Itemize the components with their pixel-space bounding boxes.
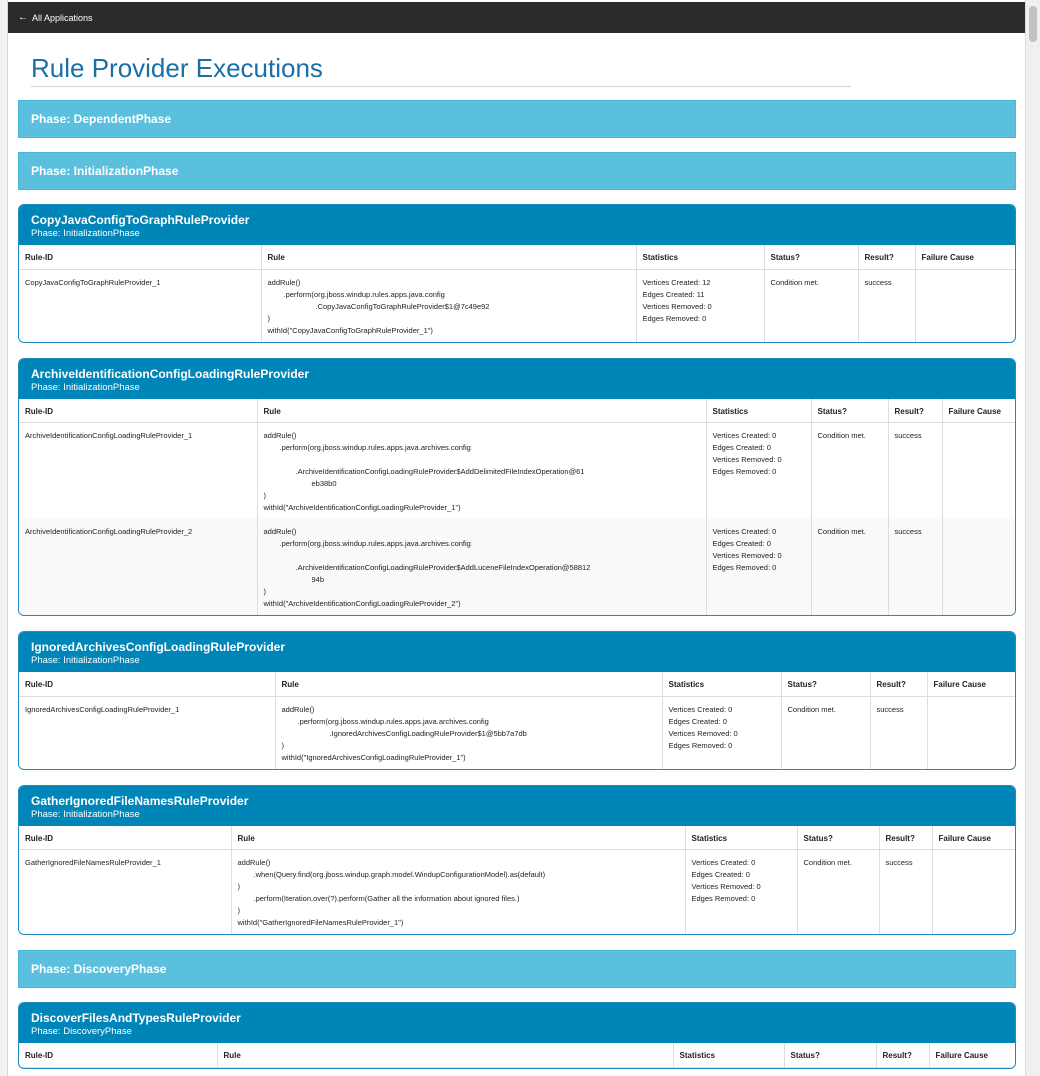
phase-header-discovery: Phase: DiscoveryPhase	[18, 950, 1016, 988]
rule-line: .ArchiveIdentificationConfigLoadingRuleProvider$AddDelimitedFileIndexOperation@61	[295, 467, 585, 476]
rule-line: .CopyJavaConfigToGraphRuleProvider$1@7c49e92	[315, 301, 490, 311]
stat-vertices-created: Vertices Created: 0	[712, 527, 777, 536]
vertical-scrollbar[interactable]	[1025, 0, 1040, 1076]
provider-name: DiscoverFilesAndTypesRuleProvider	[31, 1011, 241, 1025]
rule-line: )	[281, 740, 284, 750]
rule-line: .perform(org.jboss.windup.rules.apps.java.config	[283, 289, 445, 299]
rules-table	[19, 399, 1015, 616]
statistics-cell	[662, 696, 781, 769]
stat-vertices-created: Vertices Created: 0	[668, 704, 733, 714]
provider-header	[19, 786, 1015, 826]
top-navbar	[8, 2, 1025, 33]
stat-edges-created: Edges Created: 0	[712, 443, 771, 452]
result-cell: success	[870, 696, 927, 769]
col-header-rule-id: Rule-ID	[19, 399, 257, 423]
col-header-failure-cause: Failure Cause	[929, 1043, 1015, 1067]
phase-header-dependent: Phase: DependentPhase	[18, 100, 1016, 138]
col-header-failure-cause: Failure Cause	[927, 672, 1015, 696]
statistics-cell	[636, 269, 764, 342]
provider-phase: Phase: InitializationPhase	[31, 655, 140, 666]
table-row	[19, 519, 1015, 615]
back-arrow-icon[interactable]: ←	[18, 12, 28, 23]
col-header-status: Status?	[764, 245, 858, 269]
stat-edges-removed: Edges Removed: 0	[712, 563, 777, 572]
stat-vertices-created: Vertices Created: 12	[642, 277, 711, 287]
rule-id-cell: ArchiveIdentificationConfigLoadingRuleProvider_1	[19, 423, 257, 520]
rule-cell	[257, 519, 706, 615]
status-cell: Condition met.	[811, 423, 888, 520]
statistics-cell	[685, 850, 797, 935]
rule-line: eb38b0	[311, 479, 337, 488]
rule-id-cell: CopyJavaConfigToGraphRuleProvider_1	[19, 269, 261, 342]
stat-vertices-created: Vertices Created: 0	[712, 431, 777, 440]
rule-cell	[231, 850, 685, 935]
col-header-result: Result?	[870, 672, 927, 696]
provider-panel	[18, 631, 1016, 770]
col-header-result: Result?	[888, 399, 942, 423]
main-content	[8, 33, 1025, 1076]
stat-edges-created: Edges Created: 11	[642, 289, 705, 299]
rule-line: )	[237, 906, 240, 915]
col-header-statistics: Statistics	[662, 672, 781, 696]
provider-name: ArchiveIdentificationConfigLoadingRuleProvider	[31, 366, 310, 381]
table-header-row	[19, 1043, 1015, 1067]
rule-line: addRule()	[263, 527, 297, 536]
stat-edges-removed: Edges Removed: 0	[712, 467, 777, 476]
rules-table	[19, 245, 1015, 342]
stat-vertices-removed: Vertices Removed: 0	[712, 455, 782, 464]
rule-id-cell: GatherIgnoredFileNamesRuleProvider_1	[19, 850, 231, 935]
rule-line: withId("IgnoredArchivesConfigLoadingRuleProvider_1")	[281, 752, 466, 762]
provider-header	[19, 205, 1015, 245]
table-header-row	[19, 672, 1015, 696]
col-header-result: Result?	[879, 826, 932, 850]
rule-line: )	[263, 587, 266, 596]
col-header-rule: Rule	[217, 1043, 673, 1067]
rule-line	[264, 550, 700, 562]
table-row	[19, 850, 1015, 935]
rule-line: addRule()	[267, 277, 301, 287]
stat-edges-removed: Edges Removed: 0	[668, 740, 733, 750]
table-header-row	[19, 245, 1015, 269]
rule-line: 94b	[311, 575, 325, 584]
result-cell: success	[888, 519, 942, 615]
col-header-rule: Rule	[261, 245, 636, 269]
col-header-rule-id: Rule-ID	[19, 245, 261, 269]
col-header-statistics: Statistics	[685, 826, 797, 850]
table-row	[19, 269, 1015, 342]
failure-cause-cell	[927, 696, 1015, 769]
status-cell: Condition met.	[781, 696, 870, 769]
provider-panel	[18, 1002, 1016, 1069]
rule-line: withId("GatherIgnoredFileNamesRuleProvider_1")	[237, 918, 404, 927]
stat-vertices-removed: Vertices Removed: 0	[691, 882, 761, 891]
col-header-status: Status?	[797, 826, 879, 850]
col-header-rule: Rule	[231, 826, 685, 850]
stat-edges-created: Edges Created: 0	[691, 870, 750, 879]
stat-vertices-removed: Vertices Removed: 0	[712, 551, 782, 560]
rule-line: )	[237, 882, 240, 891]
rule-line	[264, 454, 700, 466]
rule-line: addRule()	[281, 704, 315, 714]
statistics-cell	[706, 519, 811, 615]
rules-table	[19, 1043, 1015, 1068]
provider-phase: Phase: InitializationPhase	[31, 808, 140, 820]
stat-edges-removed: Edges Removed: 0	[691, 894, 756, 903]
rule-id-cell: IgnoredArchivesConfigLoadingRuleProvider_1	[19, 696, 275, 769]
provider-name: CopyJavaConfigToGraphRuleProvider	[31, 213, 250, 227]
rule-line: .IgnoredArchivesConfigLoadingRuleProvider$1@5bb7a7db	[329, 728, 527, 738]
col-header-status: Status?	[811, 399, 888, 423]
rules-table	[19, 672, 1015, 769]
rule-cell	[257, 423, 706, 520]
status-cell: Condition met.	[811, 519, 888, 615]
rule-id-cell: ArchiveIdentificationConfigLoadingRuleProvider_2	[19, 519, 257, 615]
result-cell: success	[879, 850, 932, 935]
result-cell: success	[858, 269, 915, 342]
status-cell: Condition met.	[764, 269, 858, 342]
rule-line: withId("ArchiveIdentificationConfigLoadingRuleProvider_1")	[263, 503, 461, 512]
rule-line: )	[263, 491, 266, 500]
scrollbar-thumb[interactable]	[1029, 6, 1037, 42]
col-header-statistics: Statistics	[673, 1043, 784, 1067]
rule-line: .perform(org.jboss.windup.rules.apps.java.archives.config	[279, 443, 471, 452]
rule-line: withId("CopyJavaConfigToGraphRuleProvider_1")	[267, 325, 433, 335]
stat-edges-created: Edges Created: 0	[668, 716, 727, 726]
col-header-statistics: Statistics	[706, 399, 811, 423]
col-header-failure-cause: Failure Cause	[942, 399, 1015, 423]
all-applications-link[interactable]: All Applications	[32, 12, 93, 23]
rule-line: withId("ArchiveIdentificationConfigLoadingRuleProvider_2")	[263, 599, 461, 608]
rule-line: )	[267, 313, 270, 323]
stat-edges-created: Edges Created: 0	[712, 539, 771, 548]
col-header-rule: Rule	[257, 399, 706, 423]
result-cell: success	[888, 423, 942, 520]
phase-header-initialization: Phase: InitializationPhase	[18, 152, 1016, 190]
rule-line: .when(Query.find(org.jboss.windup.graph.model.WindupConfigurationModel).as(default)	[253, 870, 546, 879]
failure-cause-cell	[942, 519, 1015, 615]
status-cell: Condition met.	[797, 850, 879, 935]
rule-line: .perform(org.jboss.windup.rules.apps.java.archives.config	[279, 539, 471, 548]
table-row	[19, 696, 1015, 769]
col-header-rule-id: Rule-ID	[19, 672, 275, 696]
col-header-result: Result?	[858, 245, 915, 269]
table-row	[19, 423, 1015, 520]
provider-phase: Phase: InitializationPhase	[31, 228, 140, 239]
col-header-failure-cause: Failure Cause	[915, 245, 1015, 269]
rule-cell	[261, 269, 636, 342]
provider-name: GatherIgnoredFileNamesRuleProvider	[31, 793, 249, 808]
provider-phase: Phase: InitializationPhase	[31, 381, 140, 393]
col-header-failure-cause: Failure Cause	[932, 826, 1015, 850]
table-header-row	[19, 826, 1015, 850]
provider-panel	[18, 358, 1016, 617]
provider-header	[19, 1003, 1015, 1043]
failure-cause-cell	[942, 423, 1015, 520]
page-title: Rule Provider Executions	[31, 53, 851, 87]
stat-vertices-created: Vertices Created: 0	[691, 858, 756, 867]
rules-table	[19, 826, 1015, 935]
stat-vertices-removed: Vertices Removed: 0	[668, 728, 738, 738]
col-header-rule-id: Rule-ID	[19, 1043, 217, 1067]
col-header-status: Status?	[781, 672, 870, 696]
table-header-row	[19, 399, 1015, 423]
rule-line: .perform(org.jboss.windup.rules.apps.java.archives.config	[297, 716, 489, 726]
rule-line: addRule()	[237, 858, 271, 867]
rule-line: .perform(Iteration.over(?).perform(Gather all the information about ignored files.)	[253, 894, 520, 903]
provider-header	[19, 632, 1015, 672]
provider-name: IgnoredArchivesConfigLoadingRuleProvider	[31, 640, 286, 654]
col-header-status: Status?	[784, 1043, 876, 1067]
failure-cause-cell	[915, 269, 1015, 342]
rule-line: .ArchiveIdentificationConfigLoadingRuleProvider$AddLuceneFileIndexOperation@58812	[295, 563, 591, 572]
rule-cell	[275, 696, 662, 769]
provider-panel	[18, 204, 1016, 343]
failure-cause-cell	[932, 850, 1015, 935]
col-header-result: Result?	[876, 1043, 929, 1067]
col-header-rule-id: Rule-ID	[19, 826, 231, 850]
statistics-cell	[706, 423, 811, 520]
col-header-statistics: Statistics	[636, 245, 764, 269]
stat-vertices-removed: Vertices Removed: 0	[642, 301, 712, 311]
provider-phase: Phase: DiscoveryPhase	[31, 1026, 132, 1037]
col-header-rule: Rule	[275, 672, 662, 696]
provider-panel	[18, 785, 1016, 936]
rule-line: addRule()	[263, 431, 297, 440]
executions-list	[18, 100, 1016, 1076]
provider-header	[19, 359, 1015, 399]
window-frame-left	[0, 0, 8, 1076]
stat-edges-removed: Edges Removed: 0	[642, 313, 707, 323]
